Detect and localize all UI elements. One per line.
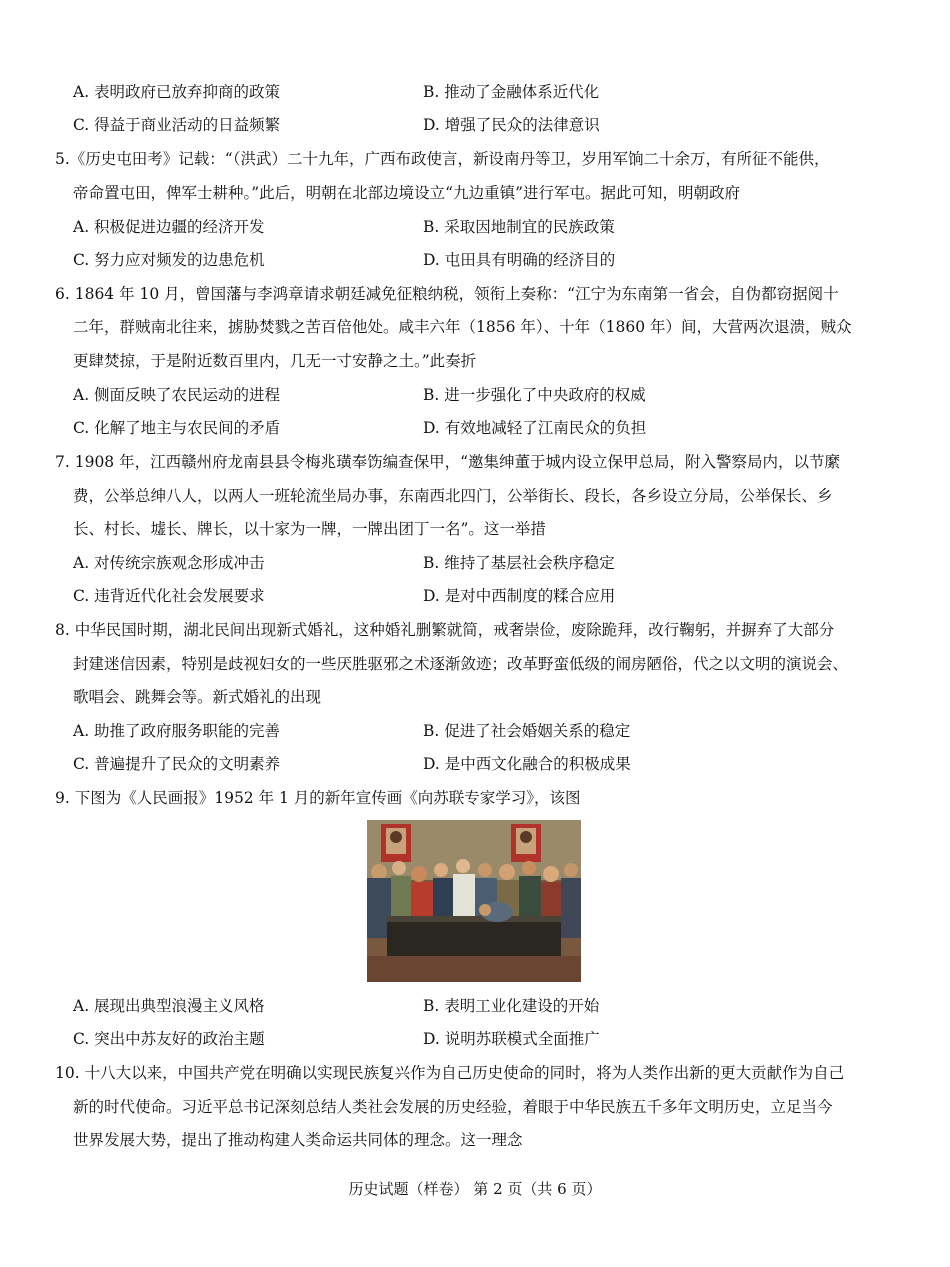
q5-option-b: B. 采取因地制宜的民族政策: [423, 218, 615, 236]
q7-option-a: A. 对传统宗族观念形成冲击: [73, 554, 265, 572]
q8-option-c: C. 普遍提升了民众的文明素养: [73, 755, 281, 773]
q8-stem-line-2: 封建迷信因素，特别是歧视妇女的一些厌胜驱邪之术逐渐敛迹；改革野蛮低级的闹房陋俗，代之以文明的演说会、: [73, 655, 849, 673]
q6-option-a: A. 侧面反映了农民运动的进程: [73, 386, 281, 404]
q4-option-a: A. 表明政府已放弃抑商的政策: [73, 83, 281, 101]
q9-stem-line-1: 9. 下图为《人民画报》1952 年 1 月的新年宣传画《向苏联专家学习》，该图: [55, 789, 581, 807]
q7-option-c: C. 违背近代化社会发展要求: [73, 587, 265, 605]
q8-option-a: A. 助推了政府服务职能的完善: [73, 722, 281, 740]
q6-stem-line-1: 6. 1864 年 10 月，曾国藩与李鸿章请求朝廷减免征粮纳税，领衔上奏称：“江宁为东南第一省会，自伪都窃据阅十: [55, 285, 839, 303]
q7-stem-line-2: 费，公举总绅八人，以两人一班轮流坐局办事，东南西北四门，公举街长、段长，各乡设立分局，公举保长、乡: [73, 487, 833, 505]
q5-option-a: A. 积极促进边疆的经济开发: [73, 218, 265, 236]
q6-stem-line-3: 更肆焚掠，于是附近数百里内，几无一寸安静之土。”此奏折: [73, 352, 477, 370]
q6-option-d: D. 有效地减轻了江南民众的负担: [423, 419, 647, 437]
propaganda-painting-image: [367, 820, 581, 982]
q9-option-b: B. 表明工业化建设的开始: [423, 997, 600, 1015]
q5-stem-line-1: 5.《历史屯田考》记载：“（洪武）二十九年，广西布政使言，新设南丹等卫，岁用军饷二十余万，有所征不能供，: [55, 150, 830, 168]
q7-option-b: B. 维持了基层社会秩序稳定: [423, 554, 615, 572]
q5-option-d: D. 屯田具有明确的经济目的: [423, 251, 616, 269]
q9-option-a: A. 展现出典型浪漫主义风格: [73, 997, 265, 1015]
q5-stem-line-2: 帝命置屯田，俾军士耕种。”此后，明朝在北部边境设立“九边重镇”进行军屯。据此可知，明朝政府: [73, 184, 741, 202]
page-footer: 历史试题（样卷） 第 2 页（共 6 页）: [348, 1180, 602, 1198]
q7-option-d: D. 是对中西制度的糅合应用: [423, 587, 616, 605]
q9-option-c: C. 突出中苏友好的政治主题: [73, 1030, 265, 1048]
painting-illustration: [367, 820, 581, 982]
q4-option-d: D. 增强了民众的法律意识: [423, 116, 600, 134]
q6-stem-line-2: 二年，群贼南北往来，掳胁焚戮之苦百倍他处。咸丰六年（1856 年）、十年（1860 年）间，大营两次退溃，贼众: [73, 318, 852, 336]
q4-option-c: C. 得益于商业活动的日益频繁: [73, 116, 281, 134]
q7-stem-line-3: 长、村长、墟长、牌长，以十家为一牌，一牌出团丁一名”。这一举措: [73, 520, 546, 538]
q8-option-b: B. 促进了社会婚姻关系的稳定: [423, 722, 631, 740]
q8-stem-line-3: 歌唱会、跳舞会等。新式婚礼的出现: [73, 688, 322, 706]
q6-option-b: B. 进一步强化了中央政府的权威: [423, 386, 646, 404]
q4-option-b: B. 推动了金融体系近代化: [423, 83, 600, 101]
q5-option-c: C. 努力应对频发的边患危机: [73, 251, 265, 269]
q6-option-c: C. 化解了地主与农民间的矛盾: [73, 419, 281, 437]
q10-stem-line-1: 10. 十八大以来，中国共产党在明确以实现民族复兴作为自己历史使命的同时，将为人类作出新的更大贡献作为自己: [55, 1064, 845, 1082]
q8-stem-line-1: 8. 中华民国时期，湖北民间出现新式婚礼，这种婚礼删繁就简，戒奢崇俭，废除跪拜，改行鞠躬，并摒弃了大部分: [55, 621, 835, 639]
q8-option-d: D. 是中西文化融合的积极成果: [423, 755, 631, 773]
q10-stem-line-2: 新的时代使命。习近平总书记深刻总结人类社会发展的历史经验，着眼于中华民族五千多年文明历史，立足当今: [73, 1098, 833, 1116]
q10-stem-line-3: 世界发展大势，提出了推动构建人类命运共同体的理念。这一理念: [73, 1131, 523, 1149]
q9-option-d: D. 说明苏联模式全面推广: [423, 1030, 600, 1048]
q7-stem-line-1: 7. 1908 年，江西赣州府龙南县县令梅兆璜奉饬编查保甲，“邀集绅董于城内设立保甲总局，附入警察局内，以节縻: [55, 453, 841, 471]
